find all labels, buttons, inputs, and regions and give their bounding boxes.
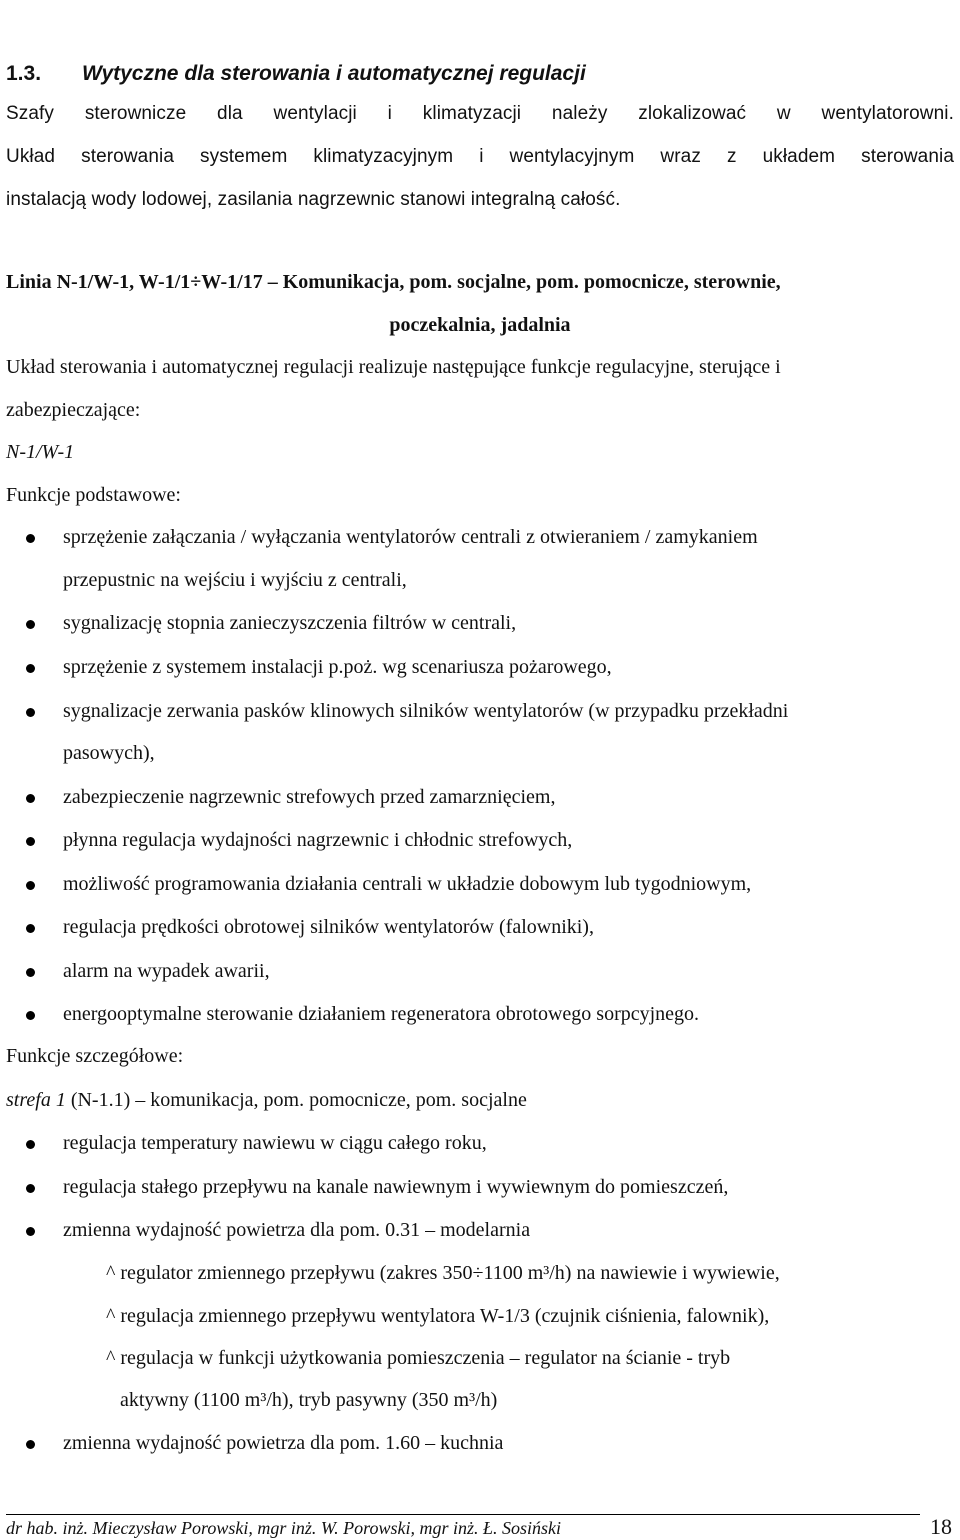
sub-list-item: ^ regulacja w funkcji użytkowania pomieszczenia – regulator na ścianie - tryb	[106, 1347, 731, 1369]
description-line-2: zabezpieczające:	[6, 399, 141, 421]
list-item: możliwość programowania działania centrali w układzie dobowym lub tygodniowym,	[63, 873, 752, 895]
list-item: energooptymalne sterowanie działaniem regeneratora obrotowego sorpcyjnego.	[63, 1003, 700, 1025]
list-item-cont: przepustnic na wejściu i wyjściu z centrali,	[63, 569, 407, 591]
description-line-1: Układ sterowania i automatycznej regulacji realizuje następujące funkcje regulacyjne, sterujące i	[6, 356, 781, 378]
intro-line-1: Szafy sterownicze dla wentylacji i klimatyzacji należy zlokalizować w wentylatorowni.	[6, 103, 954, 124]
list-item: sygnalizacje zerwania pasków klinowych silników wentylatorów (w przypadku przekładni	[63, 700, 789, 722]
zone-description: (N-1.1) – komunikacja, pom. pomocnicze, pom. socjalne	[70, 1089, 527, 1111]
sub-list-item-cont: aktywny (1100 m³/h), tryb pasywny (350 m³/h)	[120, 1389, 498, 1411]
section-title: Wytyczne dla sterowania i automatycznej regulacji	[82, 62, 586, 85]
basic-functions-label: Funkcje podstawowe:	[6, 484, 181, 506]
line-title: Linia N-1/W-1, W-1/1÷W-1/17 – Komunikacja, pom. socjalne, pom. pomocnicze, sterownie,	[6, 271, 781, 293]
list-item: płynna regulacja wydajności nagrzewnic i chłodnic strefowych,	[63, 829, 573, 851]
intro-line-2: Układ sterowania systemem klimatyzacyjnym i wentylacyjnym wraz z układem sterowania	[6, 146, 954, 167]
bullet-icon	[26, 837, 35, 846]
bullet-icon	[26, 968, 35, 977]
bullet-icon	[26, 924, 35, 933]
bullet-icon	[26, 1140, 35, 1149]
list-item: sprzężenie załączania / wyłączania wentylatorów centrali z otwieraniem / zamykaniem	[63, 526, 758, 548]
page-number: 18	[930, 1514, 952, 1539]
list-item-cont: pasowych),	[63, 742, 155, 764]
footer-authors: dr hab. inż. Mieczysław Porowski, mgr inż. W. Porowski, mgr inż. Ł. Sosiński	[6, 1518, 562, 1538]
list-item: sygnalizację stopnia zanieczyszczenia filtrów w centrali,	[63, 612, 517, 634]
bullet-icon	[26, 794, 35, 803]
bullet-icon	[26, 1227, 35, 1236]
section-number: 1.3.	[6, 62, 42, 85]
bullet-icon	[26, 1184, 35, 1193]
section-heading	[6, 62, 586, 86]
list-item: zmienna wydajność powietrza dla pom. 0.31 – modelarnia	[63, 1219, 531, 1241]
list-item: regulacja stałego przepływu na kanale nawiewnym i wywiewnym do pomieszczeń,	[63, 1176, 729, 1198]
list-item: sprzężenie z systemem instalacji p.poż. wg scenariusza pożarowego,	[63, 656, 612, 678]
zone-name: strefa 1	[6, 1089, 66, 1111]
bullet-icon	[26, 620, 35, 629]
detailed-functions-label: Funkcje szczegółowe:	[6, 1045, 184, 1067]
bullet-icon	[26, 1440, 35, 1449]
bullet-icon	[26, 708, 35, 717]
list-item: alarm na wypadek awarii,	[63, 960, 270, 982]
list-item: zabezpieczenie nagrzewnic strefowych przed zamarznięciem,	[63, 786, 556, 808]
zone-heading	[6, 1089, 527, 1112]
footer-divider	[6, 1514, 920, 1515]
bullet-icon	[26, 881, 35, 890]
bullet-icon	[26, 534, 35, 543]
intro-line-3: instalacją wody lodowej, zasilania nagrzewnic stanowi integralną całość.	[6, 189, 621, 210]
list-item: regulacja temperatury nawiewu w ciągu całego roku,	[63, 1132, 487, 1154]
sub-list-item: ^ regulator zmiennego przepływu (zakres 350÷1100 m³/h) na nawiewie i wywiewie,	[106, 1262, 780, 1284]
bullet-icon	[26, 664, 35, 673]
list-item: zmienna wydajność powietrza dla pom. 1.60 – kuchnia	[63, 1432, 504, 1454]
unit-label: N-1/W-1	[6, 441, 75, 463]
sub-list-item: ^ regulacja zmiennego przepływu wentylatora W-1/3 (czujnik ciśnienia, falownik),	[106, 1305, 770, 1327]
list-item: regulacja prędkości obrotowej silników wentylatorów (falowniki),	[63, 916, 594, 938]
bullet-icon	[26, 1011, 35, 1020]
line-title-cont: poczekalnia, jadalnia	[389, 314, 571, 336]
